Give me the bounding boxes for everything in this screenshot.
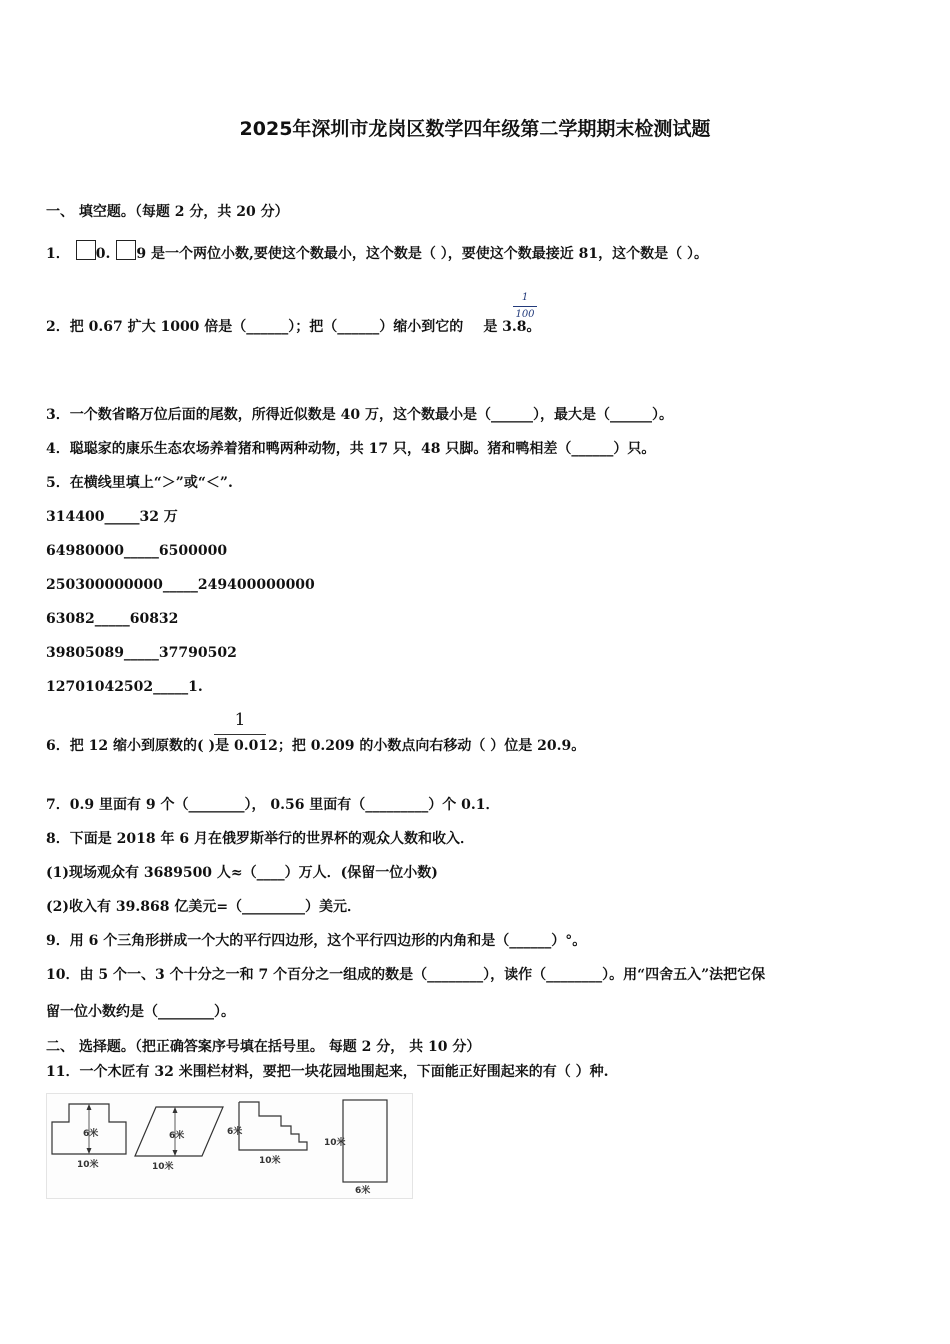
- figure-1: [52, 1104, 126, 1170]
- question-10-line2: 留一位小数约是（________）。: [46, 1004, 235, 1020]
- question-8-sub1: (1)现场观众有 3689500 人≈（____）万人．(保留一位小数): [46, 865, 438, 881]
- question-7: 7．0.9 里面有 9 个（________）， 0.56 里面有（_________）个 0.1．: [46, 797, 500, 813]
- question-2: [46, 318, 541, 336]
- question-5-prompt: 5．在横线里填上“＞”或“＜”.: [46, 475, 233, 491]
- figure-1-height-label: 6米: [83, 1129, 99, 1139]
- q6-text-b: 是 0.012；把 0.209 的小数点向右移动（ ）位是 20.9。: [215, 738, 586, 754]
- figure-3-shape: [239, 1102, 307, 1150]
- question-11: 11．一个木匠有 32 米围栏材料，要把一块花园地围起来，下面能正好围起来的有（ ）种.: [46, 1064, 609, 1080]
- figure-2-height-label: 6米: [169, 1131, 185, 1141]
- fence-figures-image: [46, 1093, 413, 1199]
- figure-1-width-label: 10米: [77, 1160, 99, 1170]
- figure-4-shape: [343, 1100, 387, 1182]
- q6-text-a: 6．把 12 缩小到原数的: [46, 738, 197, 754]
- q6-denominator-blank[interactable]: ( ): [196, 738, 216, 754]
- section2-header: 二、 选择题。（把正确答案序号填在括号里。 每题 2 分， 共 10 分）: [46, 1039, 481, 1055]
- compare-item-1: 314400_____32 万: [46, 509, 178, 525]
- figure-2: [135, 1107, 223, 1172]
- compare-item-2: 64980000_____6500000: [46, 543, 228, 559]
- figure-3-height-label: 6米: [227, 1127, 243, 1137]
- figure-2-width-label: 10米: [152, 1162, 174, 1172]
- question-6: [46, 737, 585, 755]
- figure-4-width-label: 6米: [355, 1186, 371, 1196]
- compare-item-4: 63082_____60832: [46, 611, 179, 627]
- compare-item-5: 39805089_____37790502: [46, 645, 237, 661]
- question-1: [46, 240, 708, 263]
- figure-3: [227, 1102, 307, 1166]
- question-8-prompt: 8．下面是 2018 年 6 月在俄罗斯举行的世界杯的观众人数和收入．: [46, 831, 474, 847]
- question-8-sub2: (2)收入有 39.868 亿美元=（_________）美元．: [46, 899, 362, 915]
- fraction-denominator: 100: [515, 309, 535, 320]
- one-hundredth-fraction: [513, 292, 537, 321]
- fraction-numerator: 1: [521, 292, 529, 303]
- question-3: 3．一个数省略万位后面的尾数，所得近似数是 40 万，这个数最小是（______），最大是（______）。: [46, 407, 673, 423]
- q1-number: 1．: [46, 246, 70, 262]
- q1-text: 9 是一个两位小数,要使这个数最小，这个数是（ ），要使这个数最接近 81，这个数是（ ）。: [136, 246, 708, 262]
- figure-4-height-label: 10米: [324, 1138, 346, 1148]
- q1-dot: 0.: [95, 246, 111, 262]
- question-9: 9．用 6 个三角形拼成一个大的平行四边形，这个平行四边形的内角和是（______）°。: [46, 933, 587, 949]
- q2-text-a: 2．把 0.67 扩大 1000 倍是（______）；把（______）缩小到它的: [46, 319, 464, 335]
- question-10-line1: 10．由 5 个一、3 个十分之一和 7 个百分之一组成的数是（________），读作（________）。用“四舍五入”法把它保: [46, 967, 766, 983]
- page-title: 2025年深圳市龙岗区数学四年级第二学期期末检测试题: [239, 118, 711, 140]
- compare-item-3: 250300000000_____249400000000: [46, 577, 315, 593]
- digit-box-2[interactable]: [116, 240, 136, 260]
- section1-header: 一、 填空题。（每题 2 分，共 20 分）: [46, 204, 289, 220]
- digit-box-1[interactable]: [76, 240, 96, 260]
- question-4: 4．聪聪家的康乐生态农场养着猪和鸭两种动物，共 17 只，48 只脚。猪和鸭相差（______）只。: [46, 441, 656, 457]
- compare-item-6: 12701042502_____1.: [46, 679, 203, 695]
- q6-fraction: [214, 710, 266, 735]
- figure-4: [324, 1100, 387, 1196]
- q2-text-b: 是 3.8。: [483, 319, 541, 335]
- q6-fraction-numerator: 1: [234, 710, 246, 730]
- figure-3-width-label: 10米: [259, 1156, 281, 1166]
